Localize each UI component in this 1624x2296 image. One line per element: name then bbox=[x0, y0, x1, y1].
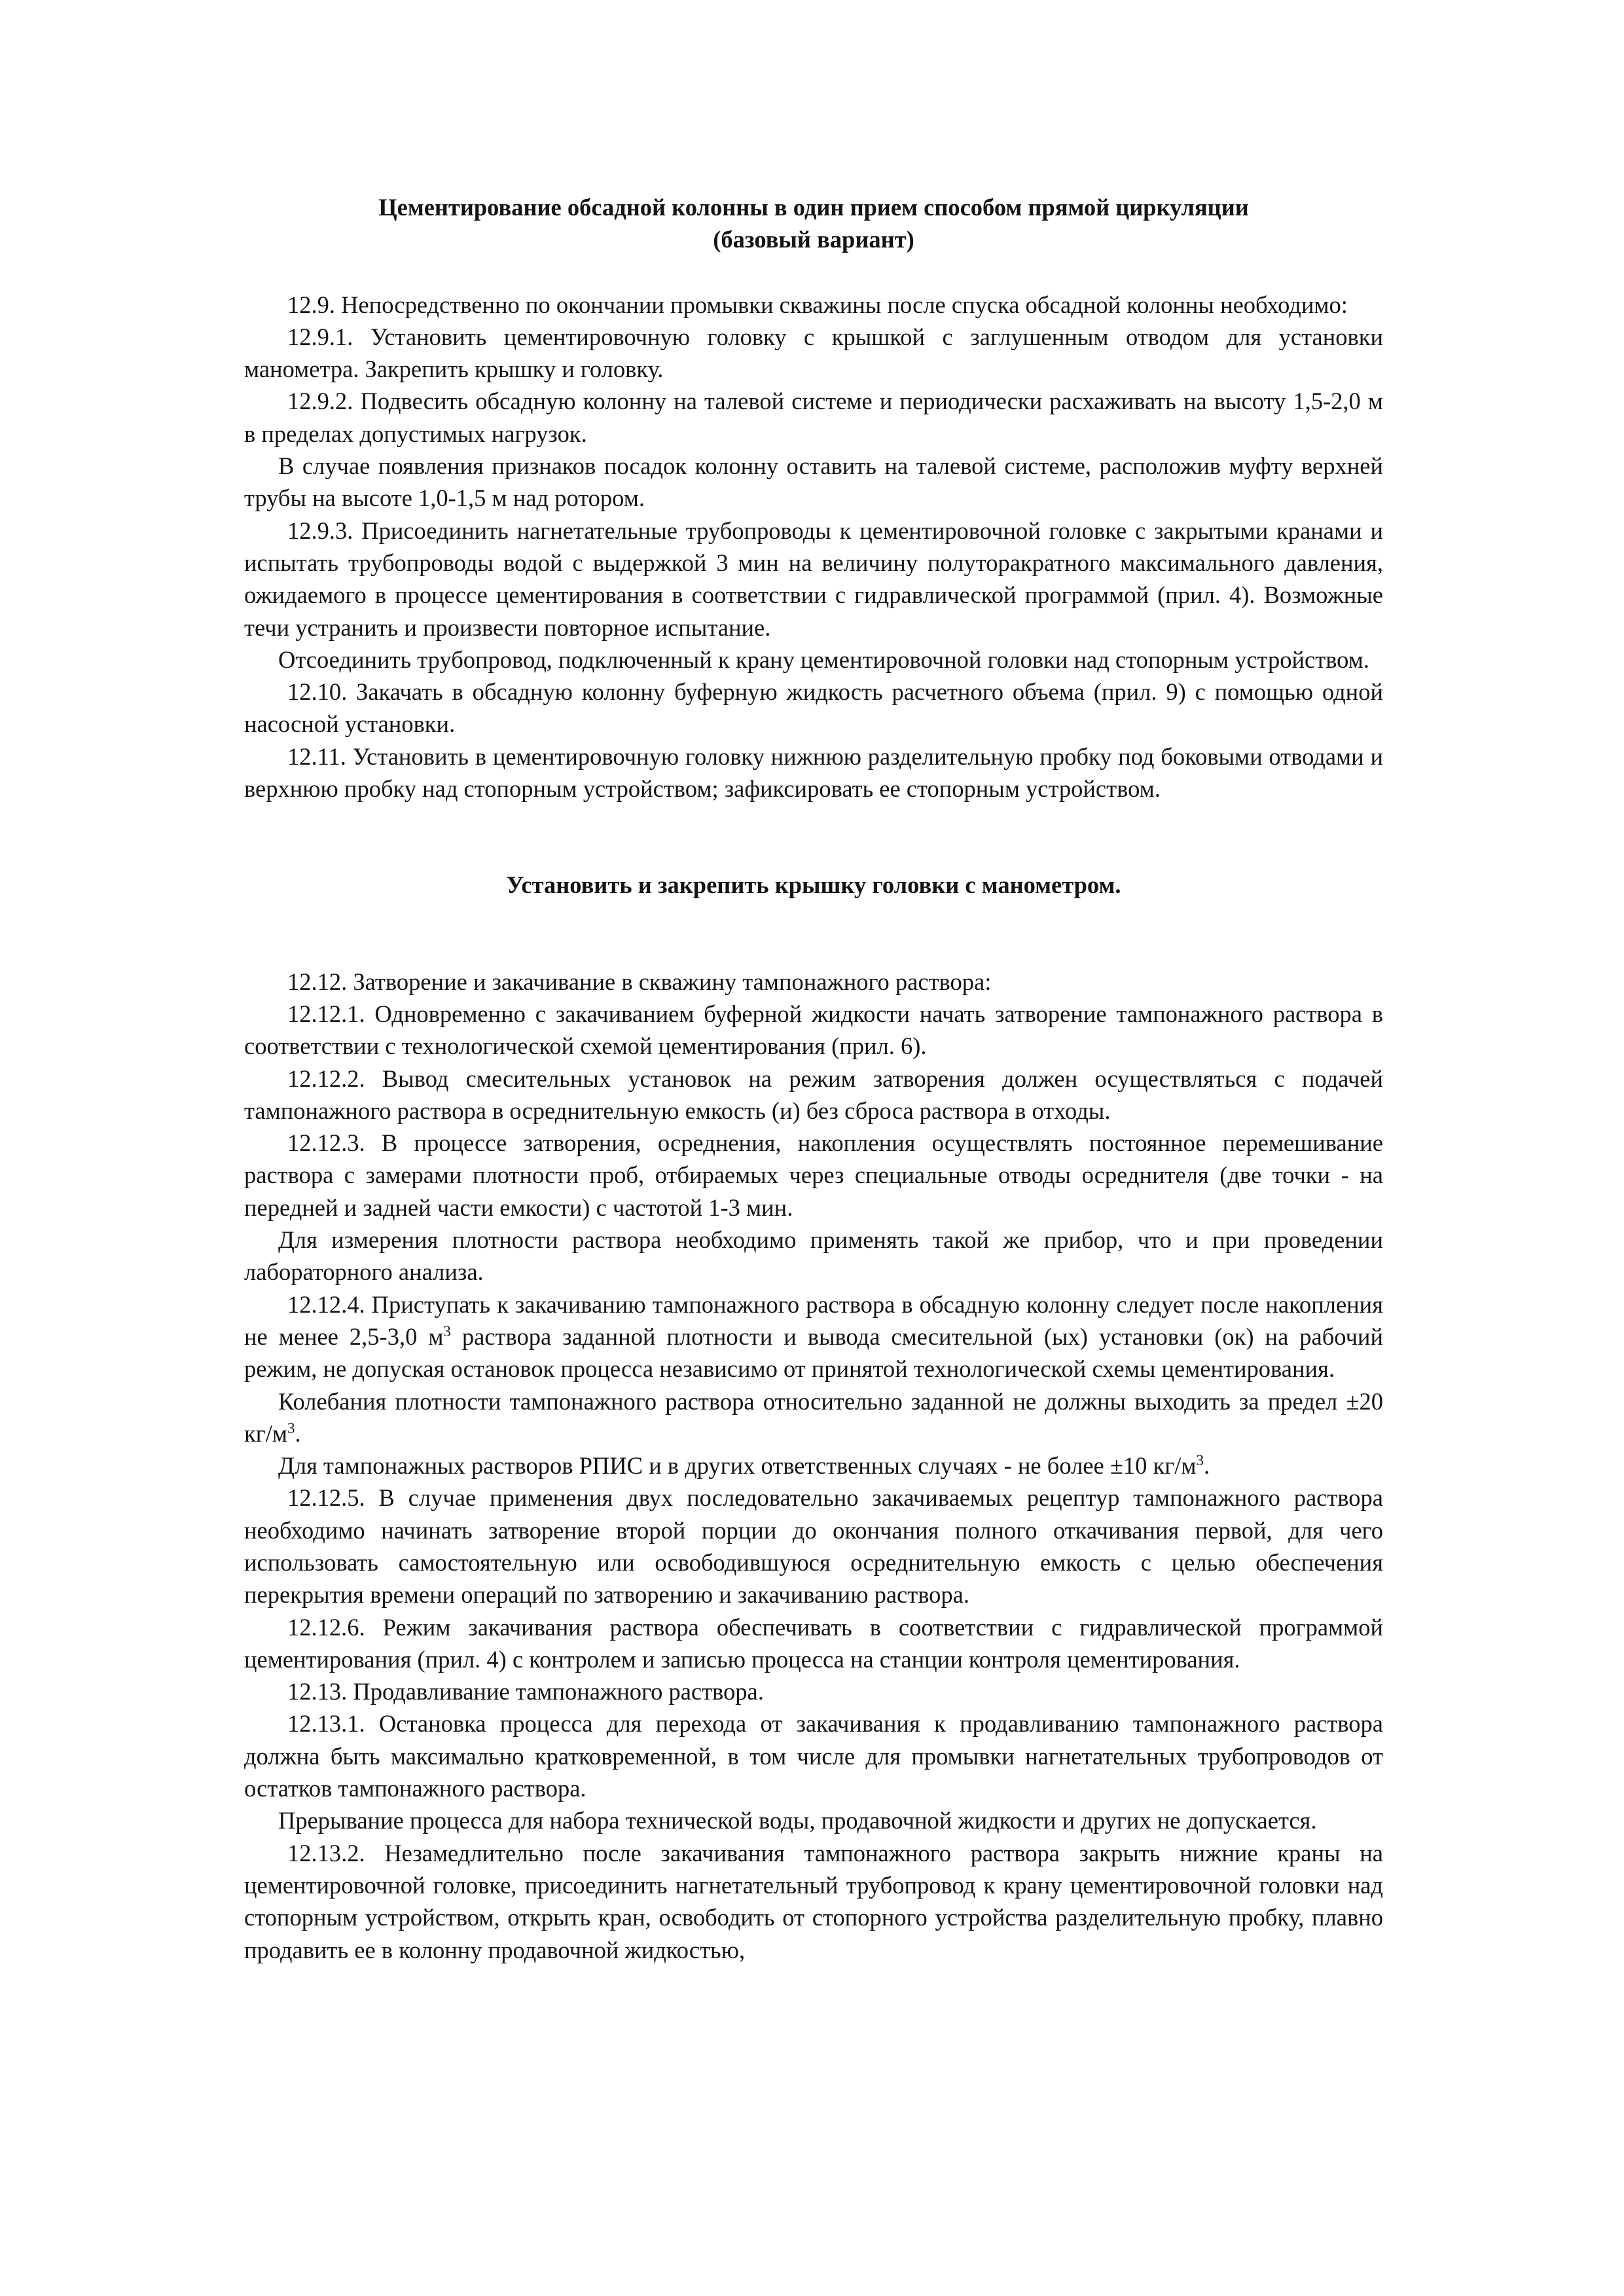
paragraph: 12.12.6. Режим закачивания раствора обеспечивать в соответствии с гидравлической программой цементирования (прил. 4) с контролем и записью процесса на станции контроля цементирования. bbox=[244, 1613, 1383, 1673]
paragraph: В случае появления признаков посадок колонну оставить на талевой системе, расположив муфту верхней трубы на высоте 1,0-1,5 м над ротором. bbox=[244, 452, 1383, 512]
paragraph: 12.12.1. Одновременно с закачиванием буферной жидкости начать затворение тампонажного раствора в соответствии с технологической схемой цементирования (прил. 6). bbox=[244, 1000, 1383, 1060]
paragraph: 12.9. Непосредственно по окончании промывки скважины после спуска обсадной колонны необходимо: bbox=[287, 291, 1348, 318]
superscript: 3 bbox=[1196, 1451, 1204, 1468]
document-page bbox=[244, 191, 1383, 1966]
paragraph: 12.12. Затворение и закачивание в скважину тампонажного раствора: bbox=[287, 968, 992, 995]
paragraph: 12.12.5. В случае применения двух последовательно закачиваемых рецептур тампонажного раствора необходимо начинать затворение второй порции до окончания полного откачивания первой, для чего использовать самостоятельную или освободившуюся осреднительную емкость с целью обеспечения перекрытия времени операций по затворению и закачиванию раствора. bbox=[244, 1484, 1383, 1609]
paragraph: 12.11. Установить в цементировочную головку нижнюю разделительную пробку под боковыми отводами и верхнюю пробку над стопорным устройством; зафиксировать ее стопорным устройством. bbox=[244, 742, 1383, 803]
paragraph: 12.12.3. В процессе затворения, осреднения, накопления осуществлять постоянное перемешивание раствора с замерами плотности проб, отбираемых через специальные отводы осреднителя (две точки - на передней и задней части емкости) с частотой 1-3 мин. bbox=[244, 1129, 1383, 1221]
paragraph-text: Колебания плотности тампонажного раствора относительно заданной не должны выходить за предел ±20 кг/м bbox=[244, 1387, 1383, 1447]
document-title-line-1: Цементирование обсадной колонны в один прием способом прямой циркуляции bbox=[378, 194, 1249, 221]
superscript: 3 bbox=[287, 1419, 295, 1436]
paragraph: Отсоединить трубопровод, подключенный к крану цементировочной головки над стопорным устройством. bbox=[278, 646, 1369, 673]
section-12-12-to-12-13 bbox=[244, 966, 1383, 1966]
paragraph: 12.9.1. Установить цементировочную головку с крышкой с заглушенным отводом для установки манометра. Закрепить крышку и головку. bbox=[244, 323, 1383, 383]
paragraph-text: 12.12.4. Приступать к закачиванию тампонажного раствора в обсадную колонну следует после накопления не менее 2,5-3,0 м bbox=[244, 1290, 1383, 1350]
paragraph: 12.13.2. Незамедлительно после закачивания тампонажного раствора закрыть нижние краны на цементировочной головке, присоединить нагнетательный трубопровод к крану цементировочной головки над стопорным устройством, открыть кран, освободить от стопорного устройства разделительную пробку, плавно продавить ее в колонну продавочной жидкостью, bbox=[244, 1839, 1383, 1963]
paragraph-text: . bbox=[295, 1419, 301, 1447]
paragraph-text: . bbox=[1203, 1452, 1210, 1480]
superscript: 3 bbox=[443, 1322, 451, 1339]
paragraph: Для измерения плотности раствора необходимо применять такой же прибор, что и при проведении лабораторного анализа. bbox=[244, 1226, 1383, 1286]
paragraph: 12.13. Продавливание тампонажного раствора. bbox=[287, 1678, 764, 1705]
paragraph: 12.9.3. Присоединить нагнетательные трубопроводы к цементировочной головке с закрытыми кранами и испытать трубопроводы водой с выдержкой 3 мин на величину полуторакратного максимального давления, ожидаемого в процессе цементирования в соответствии с гидравлической программой (прил. 4). Возможные течи устранить и произвести повторное испытание. bbox=[244, 517, 1383, 641]
document-title-line-2: (базовый вариант) bbox=[713, 226, 914, 253]
paragraph-rpis-tolerance bbox=[244, 1449, 1383, 1482]
paragraph: 12.13.1. Остановка процесса для перехода от закачивания к продавливанию тампонажного раствора должна быть максимально кратковременной, в том числе для промывки нагнетательных трубопроводов от остатков тампонажного раствора. bbox=[244, 1710, 1383, 1802]
paragraph: 12.9.2. Подвесить обсадную колонну на талевой системе и периодически расхаживать на высоту 1,5-2,0 м в пределах допустимых нагрузок. bbox=[244, 388, 1383, 447]
paragraph-density-tolerance bbox=[244, 1385, 1383, 1450]
paragraph: Прерывание процесса для набора технической воды, продавочной жидкости и других не допускается. bbox=[278, 1807, 1317, 1834]
paragraph-12-12-4 bbox=[244, 1288, 1383, 1385]
section-heading: Установить и закрепить крышку головки с манометром. bbox=[506, 871, 1121, 899]
paragraph-text: раствора заданной плотности и вывода смесительной (ых) установки (ок) на рабочий режим, не допуская остановок процесса независимо от принятой технологической схемы цементирования. bbox=[244, 1322, 1384, 1383]
paragraph-text: Для тампонажных растворов РПИС и в других ответственных случаях - не более ±10 кг/м bbox=[278, 1452, 1197, 1480]
section-12-9-to-12-11 bbox=[244, 289, 1383, 805]
paragraph: 12.10. Закачать в обсадную колонну буферную жидкость расчетного объема (прил. 9) с помощью одной насосной установки. bbox=[244, 678, 1383, 738]
paragraph: 12.12.2. Вывод смесительных установок на режим затворения должен осуществляться с подачей тампонажного раствора в осреднительную емкость (и) без сброса раствора в отходы. bbox=[244, 1065, 1383, 1124]
